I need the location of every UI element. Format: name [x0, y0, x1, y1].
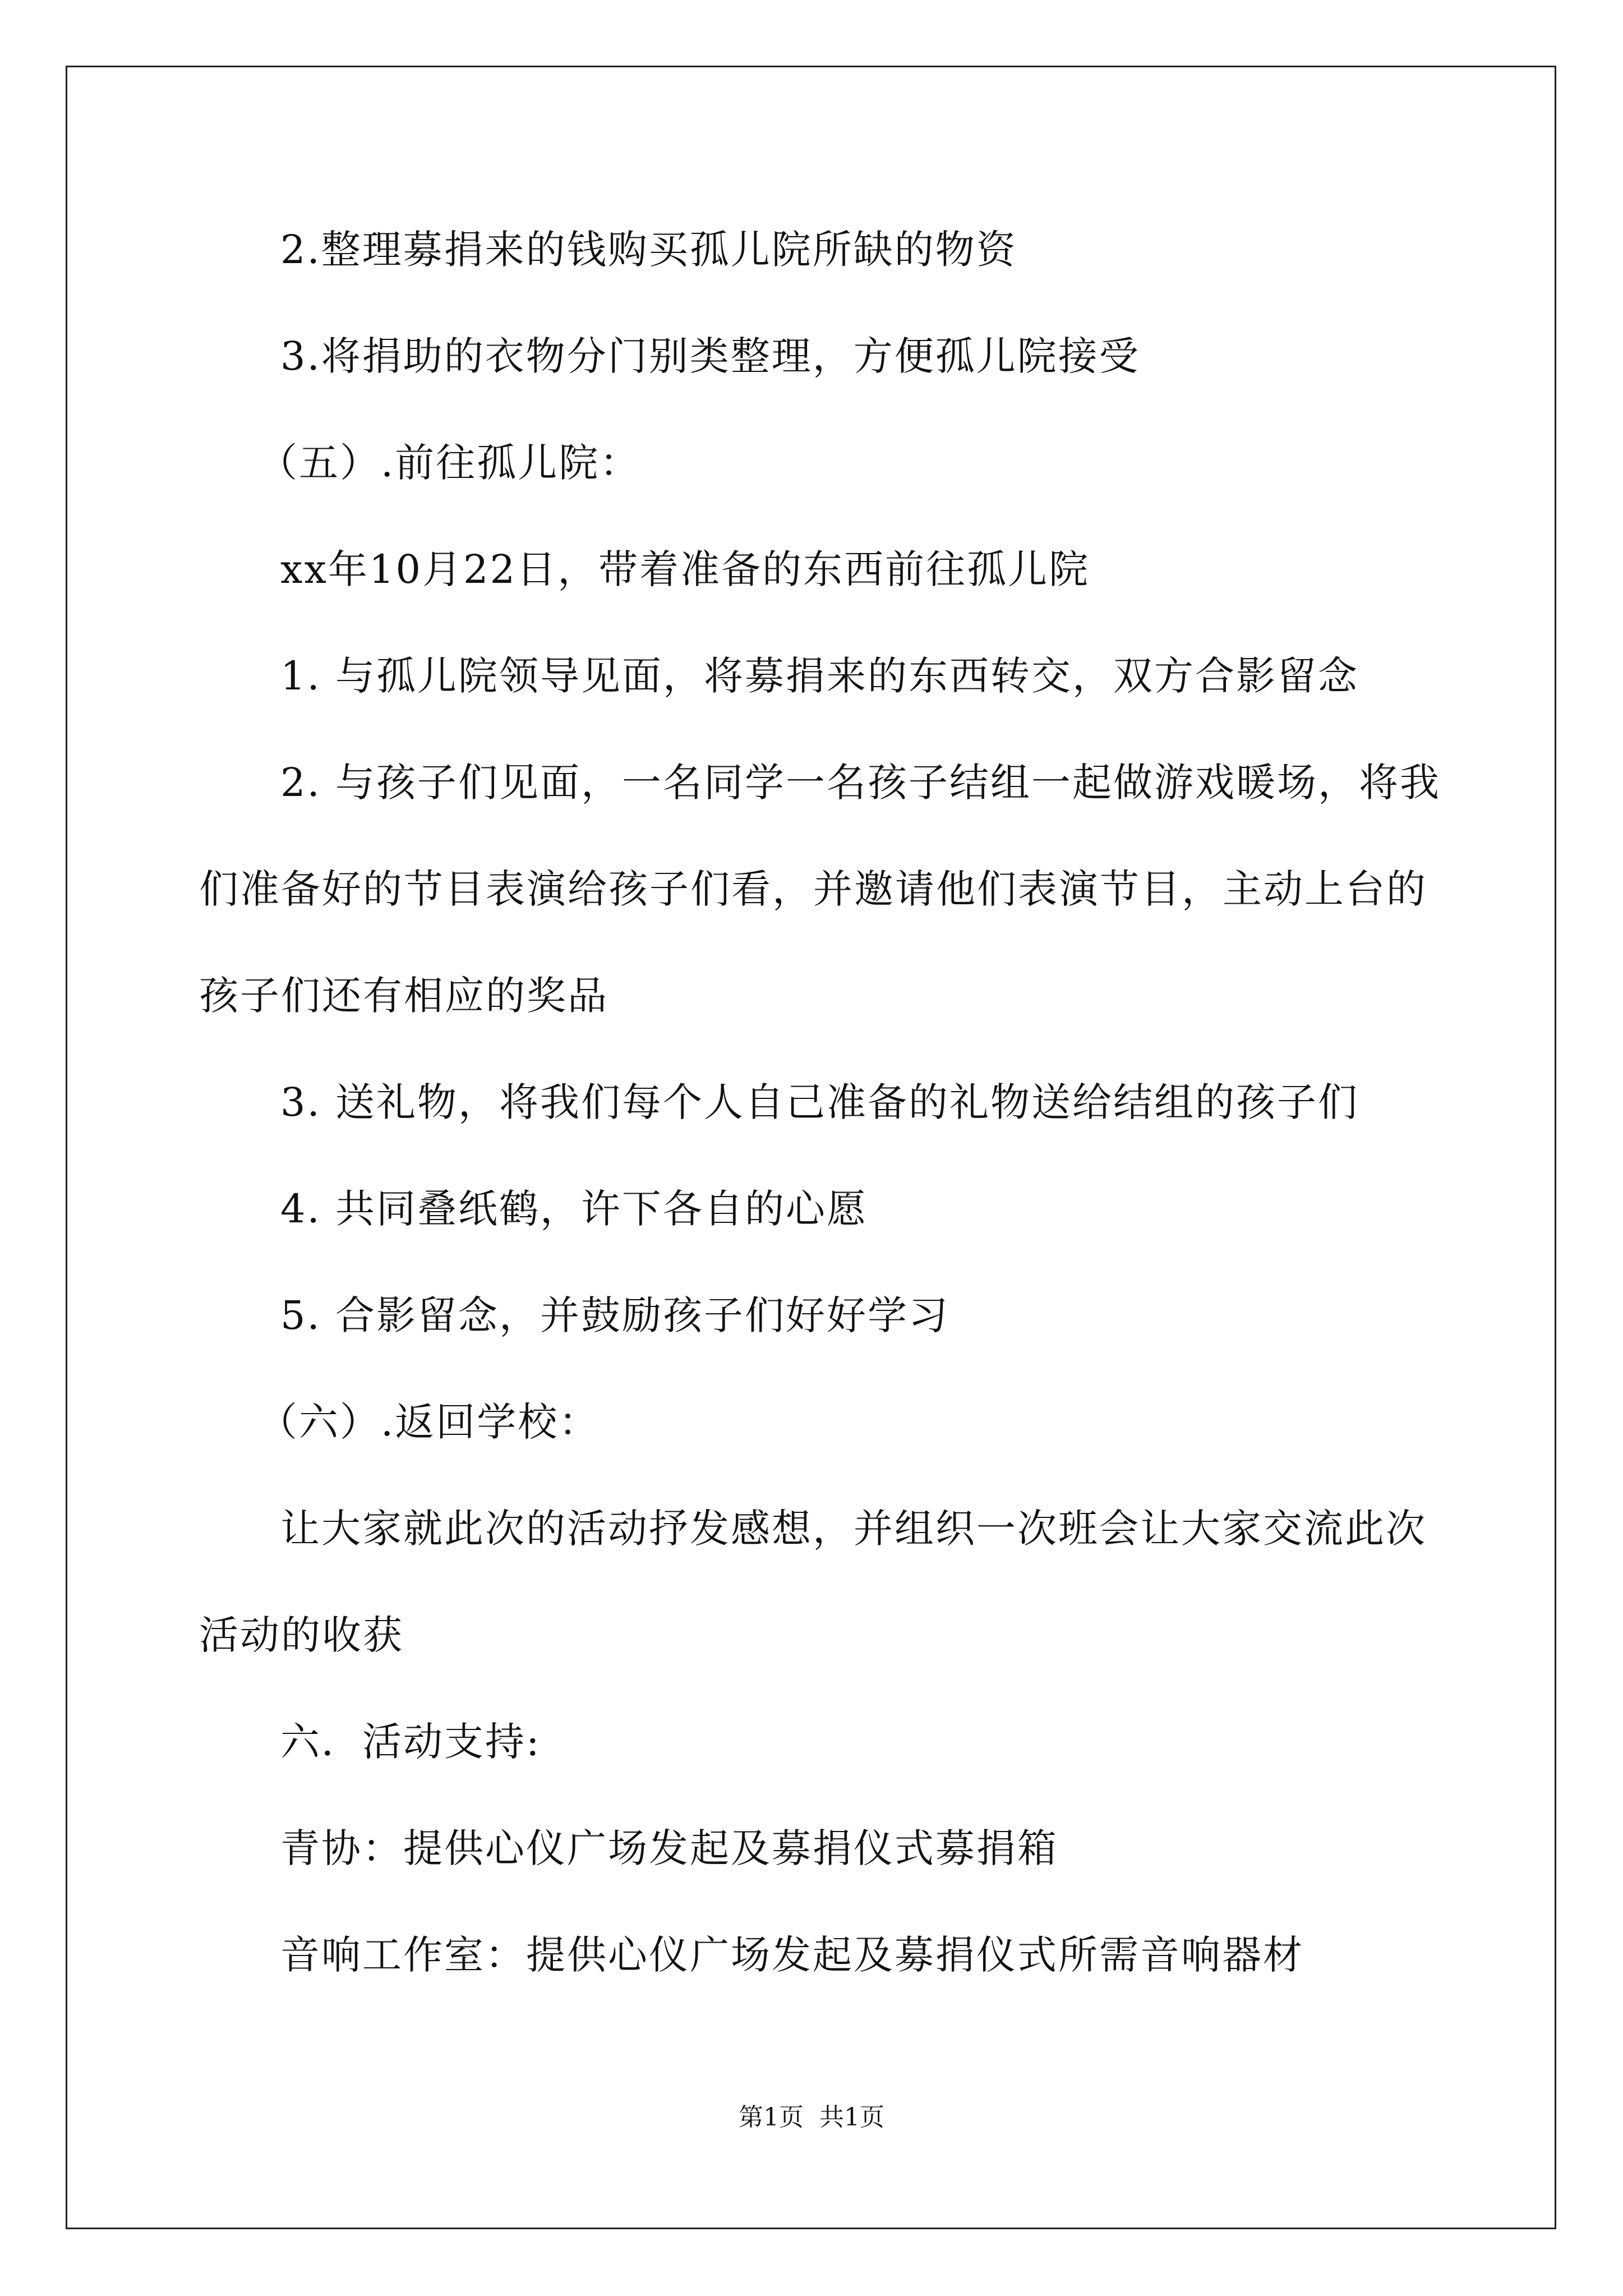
paragraph-line: 4. 共同叠纸鹤，许下各自的心愿 [280, 1186, 868, 1232]
page-number: 第1页 [739, 2103, 804, 2132]
section-heading: （五）.前往孤儿院： [258, 440, 641, 486]
page-total: 共1页 [819, 2103, 884, 2132]
paragraph-line: 让大家就此次的活动抒发感想，并组织一次班会让大家交流此次 [280, 1506, 1427, 1552]
paragraph-line: 1. 与孤儿院领导见面，将募捐来的东西转交，双方合影留念 [280, 653, 1359, 699]
paragraph-line: 5. 合影留念，并鼓励孩子们好好学习 [280, 1292, 950, 1338]
paragraph-line: 孩子们还有相应的奖品 [199, 973, 608, 1019]
paragraph-line: 音响工作室：提供心仪广场发起及募捐仪式所需音响器材 [280, 1932, 1304, 1978]
paragraph-line: xx年10月22日，带着准备的东西前往孤儿院 [280, 546, 1090, 592]
page-border [66, 66, 1556, 2229]
paragraph-line: 2. 与孩子们见面，一名同学一名孩子结组一起做游戏暖场，将我 [280, 760, 1441, 806]
paragraph-line: 青协：提供心仪广场发起及募捐仪式募捐箱 [280, 1825, 1058, 1871]
paragraph-line: 2.整理募捐来的钱购买孤儿院所缺的物资 [280, 227, 1017, 273]
paragraph-line: 们准备好的节目表演给孩子们看，并邀请他们表演节目，主动上台的 [199, 866, 1427, 912]
paragraph-line: 3. 送礼物，将我们每个人自己准备的礼物送给结组的孩子们 [280, 1079, 1359, 1125]
paragraph-line: 3.将捐助的衣物分门别类整理，方便孤儿院接受 [280, 333, 1140, 379]
section-heading: 六．活动支持: [280, 1719, 541, 1765]
paragraph-line: 活动的收获 [199, 1612, 404, 1658]
page-footer [0, 2101, 1623, 2134]
section-heading: （六）.返回学校： [258, 1399, 600, 1445]
